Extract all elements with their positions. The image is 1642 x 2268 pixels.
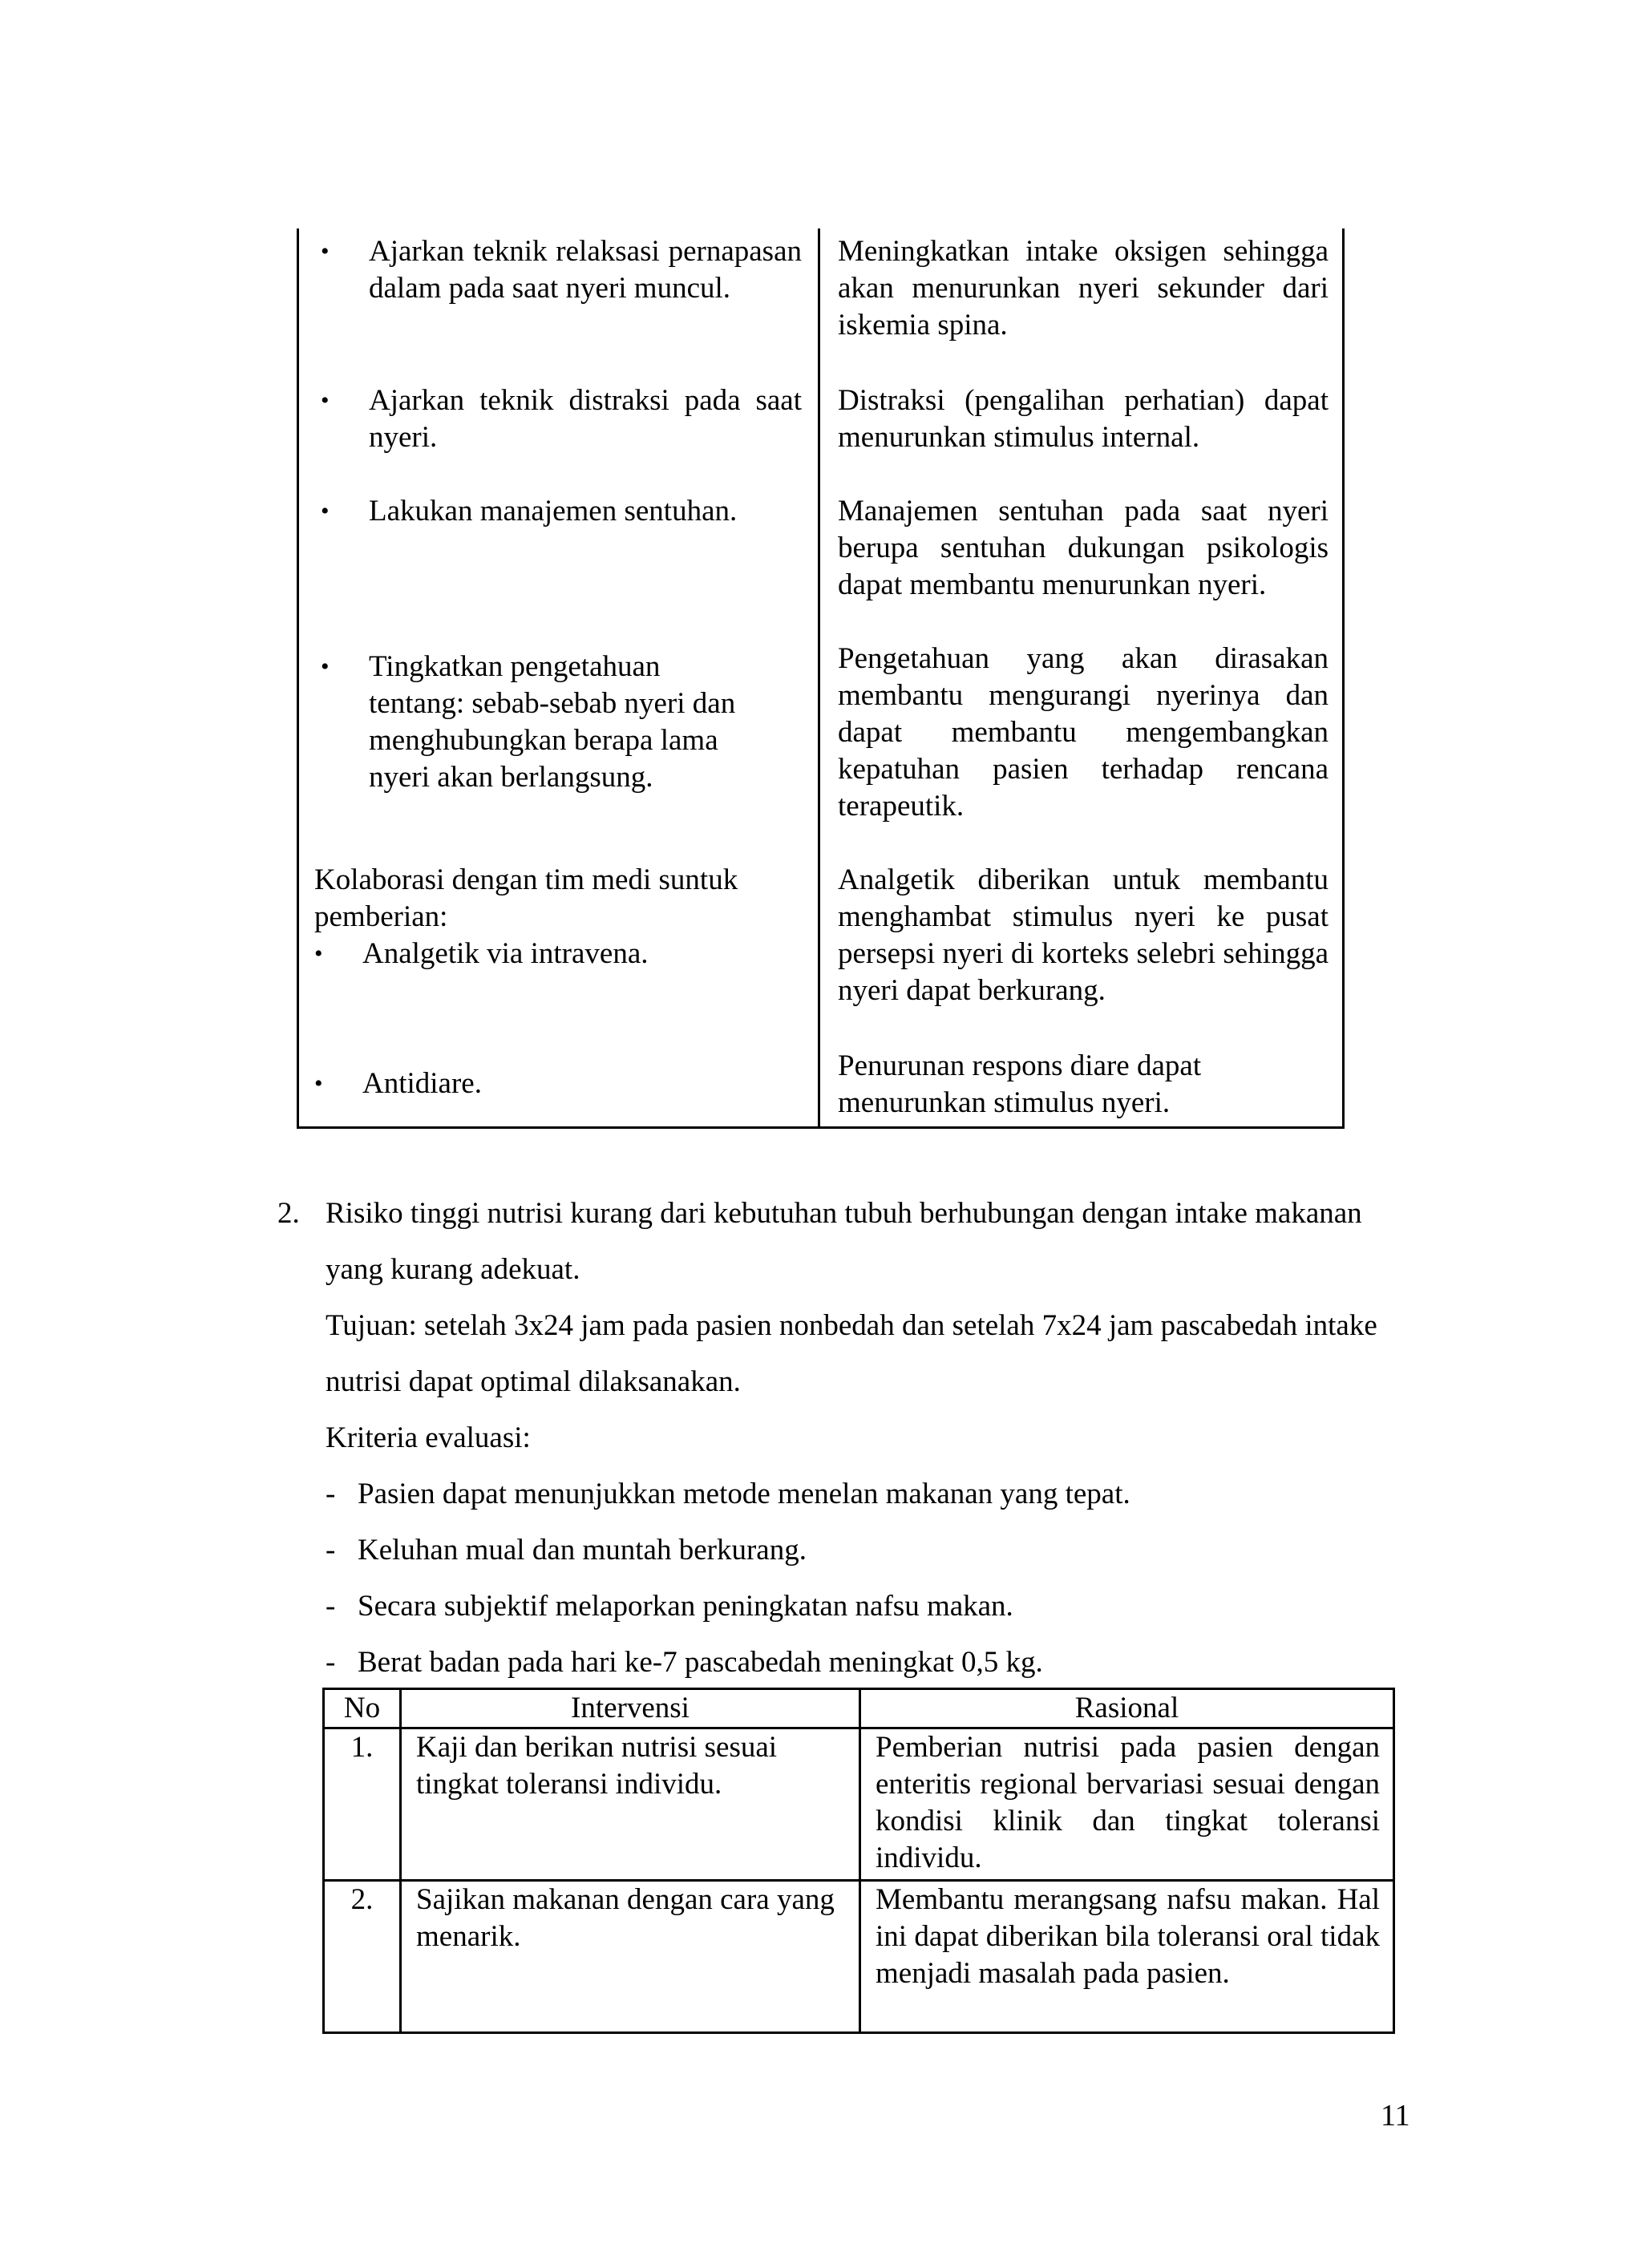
rasional-text: Manajemen sentuhan pada saat nyeri berupa sentuhan dukungan psikologis dapat membantu menurunkan nyeri. [838, 495, 1329, 601]
row-number: 1. [324, 1728, 401, 1881]
bullet-icon: • [314, 1070, 323, 1097]
list-item [321, 382, 802, 456]
rasional-text: Analgetik diberikan untuk membantu menghambat stimulus nyeri ke pusat persepsi nyeri di korteks selebri sehingga nyeri dapat berkurang. [838, 863, 1329, 1007]
table-right-border [1342, 228, 1345, 1126]
table-column-divider [818, 228, 820, 1126]
list-item [321, 493, 802, 530]
list-item [326, 1522, 807, 1579]
rasional-cell: Membantu merangsang nafsu makan. Hal ini dapat diberikan bila toleransi oral tidak menjadi masalah pada pasien. [860, 1881, 1394, 2033]
rasional-cell: Pemberian nutrisi pada pasien dengan enteritis regional bervariasi sesuai dengan kondisi klinik dan tingkat toleransi individu. [860, 1728, 1394, 1881]
bullet-icon: • [321, 387, 330, 414]
criteria-text: Secara subjektif melaporkan peningkatan nafsu makan. [358, 1590, 1013, 1623]
bullet-icon: • [314, 940, 323, 967]
dash-marker: - [326, 1646, 336, 1679]
list-item [314, 936, 795, 972]
table-header-row [324, 1689, 1394, 1728]
intervention-table-continued [297, 228, 1342, 1129]
criteria-text: Berat badan pada hari ke-7 pascabedah meningkat 0,5 kg. [358, 1646, 1043, 1679]
goal-text: Tujuan: setelah 3x24 jam pada pasien nonbedah dan setelah 7x24 jam pascabedah intake nutrisi dapat optimal dilaksanakan. [326, 1309, 1377, 1398]
rasional-text: Meningkatkan intake oksigen sehingga akan menurunkan nyeri sekunder dari iskemia spina. [838, 235, 1329, 342]
bullet-icon: • [321, 653, 330, 680]
row-number: 2. [324, 1881, 401, 2033]
table-row [324, 1881, 1394, 2033]
dash-marker: - [326, 1534, 336, 1567]
list-item [326, 1579, 1013, 1635]
criteria-text: Pasien dapat menunjukkan metode menelan makanan yang tepat. [358, 1478, 1130, 1510]
bullet-icon: • [321, 498, 330, 524]
intervensi-cell: Sajikan makanan dengan cara yang menarik. [401, 1881, 860, 2033]
list-item [326, 1466, 1130, 1522]
table-left-border [297, 228, 299, 1126]
nutrition-intervention-table [322, 1688, 1395, 2034]
table-row [324, 1728, 1394, 1881]
intervensi-cell: Kaji dan berikan nutrisi sesuai tingkat toleransi individu. [401, 1728, 860, 1881]
header-rasional: Rasional [860, 1689, 1394, 1728]
header-intervensi: Intervensi [401, 1689, 860, 1728]
list-item [321, 649, 754, 796]
intervention-text: Antidiare. [362, 1067, 482, 1100]
criteria-text: Keluhan mual dan muntah berkurang. [358, 1534, 807, 1567]
rasional-text: Distraksi (pengalihan perhatian) dapat menurunkan stimulus internal. [838, 384, 1329, 454]
intervention-text: Lakukan manajemen sentuhan. [369, 495, 738, 528]
dash-marker: - [326, 1590, 336, 1623]
intervention-text: Ajarkan teknik relaksasi pernapasan dalam pada saat nyeri muncul. [369, 235, 802, 305]
collaboration-intro: Kolaborasi dengan tim medi suntuk pemberian: [314, 863, 738, 933]
intervention-text: Tingkatkan pengetahuan tentang: sebab-sebab nyeri dan menghubungkan berapa lama nyeri akan berlangsung. [369, 650, 736, 794]
rasional-text: Penurunan respons diare dapat menurunkan stimulus nyeri. [838, 1049, 1202, 1119]
list-item [321, 233, 802, 307]
list-item [314, 1065, 795, 1102]
criteria-label: Kriteria evaluasi: [326, 1421, 531, 1454]
intervention-text: Analgetik via intravena. [362, 937, 649, 970]
page-number: 11 [1381, 2099, 1410, 2133]
list-item [326, 1635, 1043, 1691]
rasional-text: Pengetahuan yang akan dirasakan membantu mengurangi nyerinya dan dapat membantu mengembangkan kepatuhan pasien terhadap rencana terapeutik. [838, 642, 1329, 823]
table-bottom-border [297, 1126, 1345, 1129]
header-no: No [324, 1689, 401, 1728]
bullet-icon: • [321, 238, 330, 265]
intervention-text: Ajarkan teknik distraksi pada saat nyeri. [369, 384, 802, 454]
diagnosis-text: Risiko tinggi nutrisi kurang dari kebutuhan tubuh berhubungan dengan intake makanan yang kurang adekuat. [326, 1197, 1362, 1286]
section-number: 2. [277, 1197, 300, 1230]
dash-marker: - [326, 1478, 336, 1510]
